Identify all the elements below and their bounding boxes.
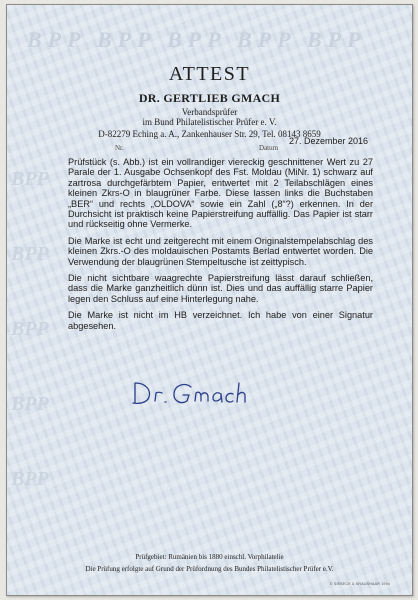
handwritten-signature: [129, 377, 269, 411]
expert-address: D-82279 Eching a. A., Zankenhauser Str. 29, Tel. 08143 8659: [98, 129, 321, 139]
nr-label: Nr.: [115, 144, 124, 152]
watermark-text: BPP: [27, 27, 87, 52]
watermark-text: BPP: [11, 168, 49, 190]
expert-name: DR. GERTLIEB GMACH: [138, 91, 281, 105]
body-paragraph-4: Die Marke ist nicht im HB verzeichnet. Ich habe von einer Signatur abgesehen.: [68, 310, 373, 331]
watermark-text: BPP: [97, 27, 157, 52]
certificate-date: 27. Dezember 2016: [288, 136, 368, 146]
pruefordnung-note: Die Prüfung erfolgte auf Grund der Prüfordnung des Bundes Philatelistischer Prüfer e.V.: [85, 565, 334, 573]
watermark-text: BPP: [11, 318, 49, 340]
watermark-text: BPP: [307, 27, 367, 52]
watermark-text: BPP: [11, 243, 49, 265]
body-paragraph-3: Die nicht sichtbare waagrechte Papierstreifung lässt darauf schließen, dass die Marke ganzheitlich dünn ist. Dies und das auffällig starre Papier legen den Schluss auf eine Hinterlegung nahe.: [68, 273, 373, 304]
pruefgebiet: Prüfgebiet: Rumänien bis 1880 einschl. Vorphilatelie: [135, 553, 284, 561]
bpp-watermark-side: [11, 165, 61, 545]
body-paragraph-1: Prüfstück (s. Abb.) ist ein vollrandiger viereckig geschnittener Wert zu 27 Parale der 1. Ausgabe Ochsenkopf des Fst. Moldau (MiNr. 1) schwarz auf zartrosa durchgefärbtem Papier, entwertet mit 2 Teilabschlägen eines kleinen Zkrs-O in blaugrüner Farbe. Diese lassen links die Buchstaben „BER“ und rechts „OLDOVA“ sowie ein Zahl („8“?) erkennen. In der Durchsicht ist praktisch keine Papierstreifung auffällig. Das Papier ist starr und rückseitig ohne Vermerke.: [68, 157, 373, 230]
printer-imprint: © SIEBECK & KRAUSHAAR 1994: [329, 582, 390, 586]
expert-association: im Bund Philatelistischer Prüfer e. V.: [142, 117, 277, 127]
datum-label: Datum: [259, 144, 279, 152]
watermark-text: BPP: [167, 27, 227, 52]
certificate-body: [68, 157, 373, 337]
bpp-watermark-top: [27, 25, 392, 55]
certificate-sheet: [6, 4, 413, 596]
expert-role: Verbandsprüfer: [181, 107, 238, 117]
body-paragraph-2: Die Marke ist echt und zeitgerecht mit einem Originalstempelabschlag des kleinen Zkrs.-O des moldauischen Postamts Berlad entwertet worden. Die Verwendung der blaugrünen Stempeltusche ist zeittypisch.: [68, 235, 373, 267]
watermark-text: BPP: [11, 393, 49, 415]
certificate-title: ATTEST: [168, 63, 251, 85]
watermark-text: BPP: [237, 27, 297, 52]
watermark-text: BPP: [11, 468, 49, 490]
